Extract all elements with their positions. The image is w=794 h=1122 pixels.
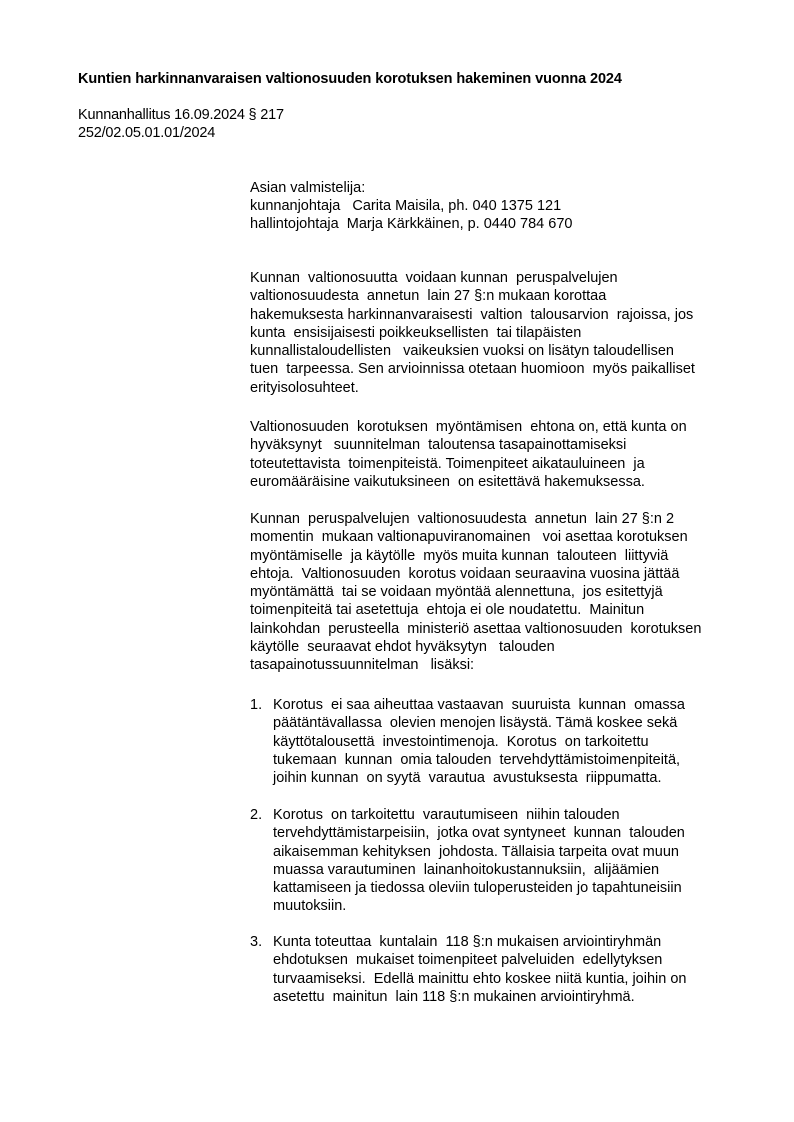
text-line: ehdotuksen mukaiset toimenpiteet palveluiden edellytyksen — [273, 952, 663, 969]
text-line: päätäntävallassa olevien menojen lisäystä. Tämä koskee sekä — [273, 715, 678, 732]
text-line: ehtoja. Valtionosuuden korotus voidaan seuraavina vuosina jättää — [250, 565, 680, 582]
text-line: Korotus on tarkoitettu varautumiseen niihin talouden — [273, 807, 620, 823]
text-line: Kunnan peruspalvelujen valtionosuudesta annetun lain 27 §:n 2 — [250, 511, 675, 527]
text-line: toimenpiteitä tai asetettuja ehtoja ei ole noudatettu. Mainitun — [250, 602, 645, 619]
text-line: valtionosuudesta annetun lain 27 §:n mukaan korottaa — [250, 288, 607, 305]
text-line: toteutettavista toimenpiteistä. Toimenpiteet aikatauluineen ja — [250, 455, 645, 472]
meeting-line: Kunnanhallitus 16.09.2024 § 217 — [78, 107, 284, 123]
text-line: Kunnan valtionosuutta voidaan kunnan peruspalvelujen — [250, 270, 618, 286]
text-line: kattamiseen ja tiedossa oleviin tuloperusteiden jo tapahtuneisiin — [273, 880, 682, 897]
text-line: Valtionosuuden korotuksen myöntämisen ehtona on, että kunta on — [250, 419, 687, 435]
list-number: 1. — [250, 697, 263, 713]
text-line: myöntämättä tai se voidaan myöntää alennettuna, jos esitettyjä — [250, 584, 663, 601]
text-line: euromääräisine vaikutuksineen on esitettävä hakemuksessa. — [250, 473, 645, 490]
preparer-line: hallintojohtaja Marja Kärkkäinen, p. 0440 784 670 — [250, 216, 573, 232]
record-number: 252/02.05.01.01/2024 — [78, 125, 216, 141]
text-line: asetettu mainitun lain 118 §:n mukainen arviointiryhmä. — [273, 988, 635, 1005]
text-line: tasapainotussuunnitelman lisäksi: — [250, 657, 475, 674]
text-line: tervehdyttämistarpeisiin, jotka ovat syntyneet kunnan talouden — [273, 825, 685, 842]
preparer-block — [250, 179, 572, 233]
text-line: käytölle seuraavat ehdot hyväksytyn talouden — [250, 639, 555, 656]
text-line: käyttötalousettä investointimenoja. Korotus on tarkoitettu — [273, 733, 649, 750]
text-line: erityisolosuhteet. — [250, 379, 359, 396]
text-line: myöntämiselle ja käytölle myös muita kunnan talouteen liittyviä — [250, 547, 669, 564]
preparer-heading: Asian valmistelija: — [250, 180, 366, 196]
list-number: 3. — [250, 934, 263, 950]
paragraph — [250, 510, 750, 675]
text-line: lainkohdan perusteella ministeriö asettaa valtionosuuden korotuksen — [250, 620, 702, 637]
text-line: kunnallistaloudellisten vaikeuksien vuoksi on lisätyn taloudellisen — [250, 343, 674, 360]
text-line: joihin kunnan on syytä varautua avustuksesta riippumatta. — [273, 770, 662, 787]
text-line: muutoksiin. — [273, 898, 347, 915]
text-line: Kunta toteuttaa kuntalain 118 §:n mukaisen arviointiryhmän — [273, 934, 662, 950]
list-item-body — [273, 696, 685, 787]
meeting-meta — [78, 106, 284, 142]
text-line: tukemaan kunnan omia talouden tervehdyttämistoimenpiteitä, — [273, 751, 681, 768]
text-line: kunta ensisijaisesti poikkeuksellisten tai tilapäisten — [250, 324, 582, 341]
paragraph — [250, 269, 750, 397]
text-line: hyväksynyt suunnitelman taloutensa tasapainottamiseksi — [250, 437, 627, 454]
list-item-body — [273, 806, 685, 916]
text-line: muassa varautuminen lainanhoitokustannuksiin, alijäämien — [273, 861, 660, 878]
paragraph — [250, 418, 750, 491]
document-title: Kuntien harkinnanvaraisen valtionosuuden korotuksen hakeminen vuonna 2024 — [78, 71, 622, 87]
list-number: 2. — [250, 807, 263, 823]
text-line: tuen tarpeessa. Sen arvioinnissa otetaan huomioon myös paikalliset — [250, 361, 695, 378]
text-line: hakemuksesta harkinnanvaraisesti valtion talousarvion rajoissa, jos — [250, 306, 694, 323]
list-item-body — [273, 933, 686, 1006]
text-line: Korotus ei saa aiheuttaa vastaavan suuruista kunnan omassa — [273, 697, 685, 713]
text-line: momentin mukaan valtionapuviranomainen voi asettaa korotuksen — [250, 529, 688, 546]
preparer-line: kunnanjohtaja Carita Maisila, ph. 040 1375 121 — [250, 198, 562, 214]
text-line: turvaamiseksi. Edellä mainittu ehto koskee niitä kuntia, joihin on — [273, 970, 687, 987]
text-line: aikaisemman kehityksen johdosta. Tällaisia tarpeita ovat muun — [273, 843, 679, 860]
